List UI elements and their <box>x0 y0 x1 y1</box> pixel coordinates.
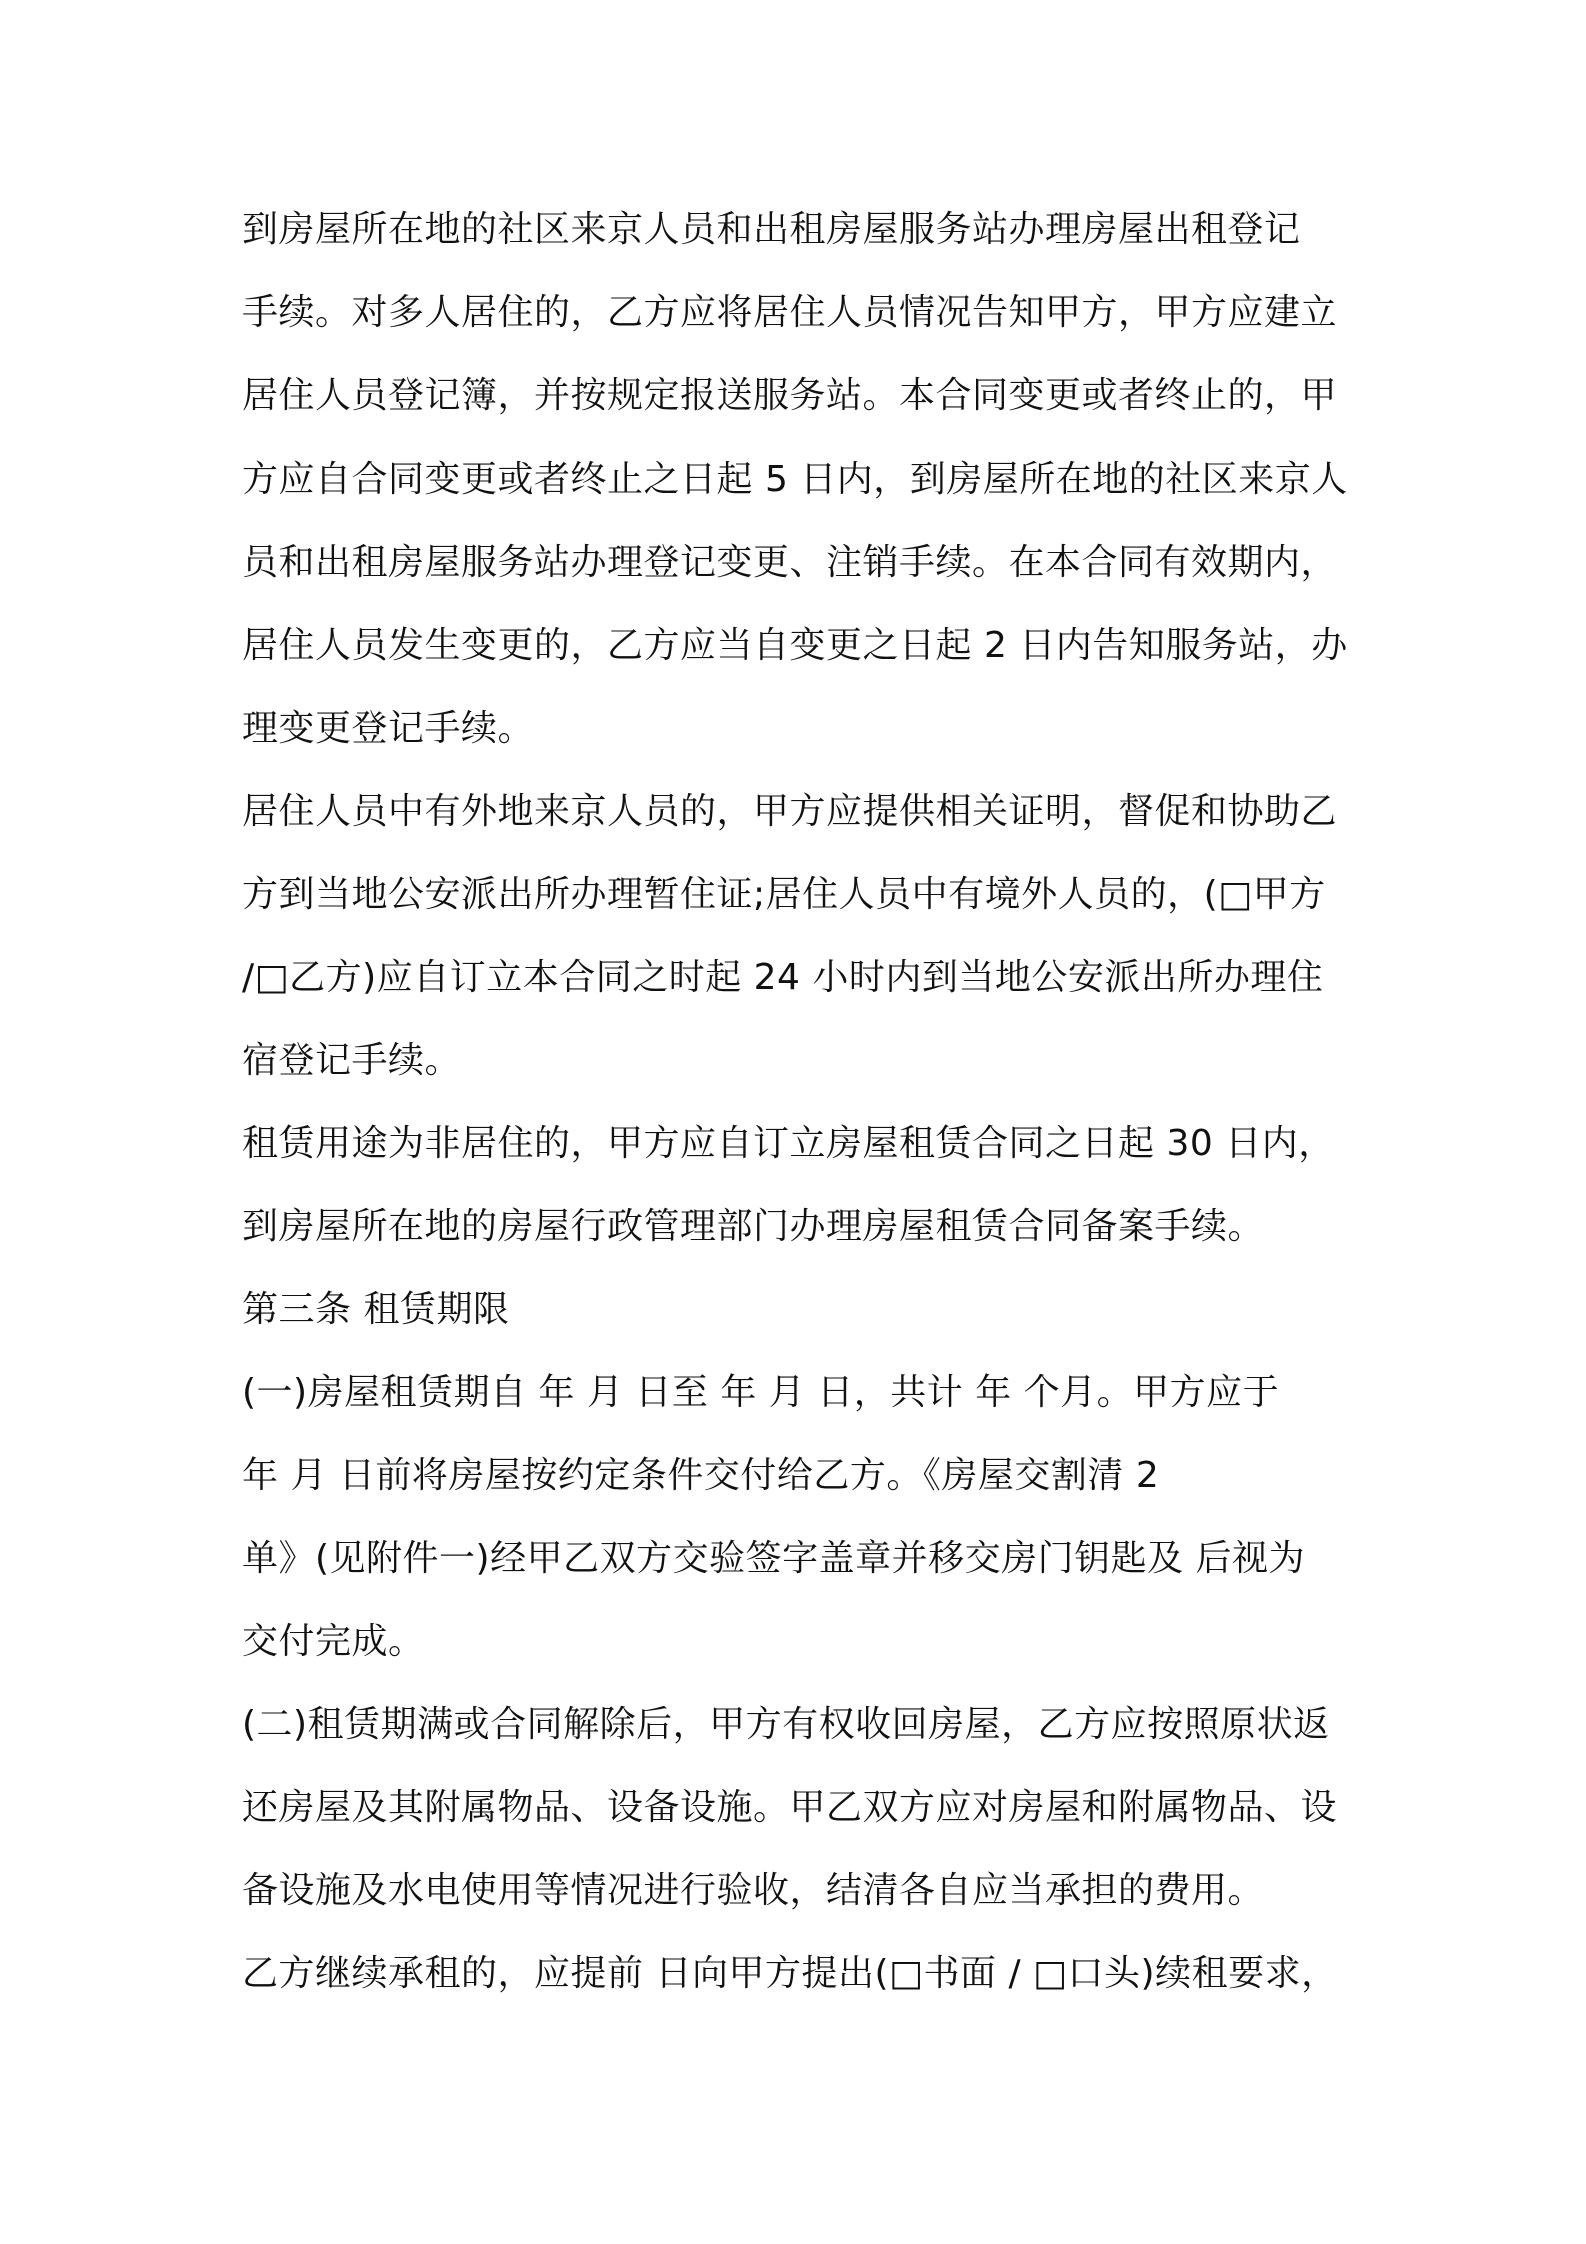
text-line: 到房屋所在地的社区来京人员和出租房屋服务站办理房屋出租登记 <box>242 209 1301 250</box>
text-line: 方应自合同变更或者终止之日起 5 日内，到房屋所在地的社区来京人 <box>242 459 1348 500</box>
text-line: (二)租赁期满或合同解除后，甲方有权收回房屋，乙方应按照原状返 <box>242 1704 1330 1745</box>
text-line: 单》(见附件一)经甲乙双方交验签字盖章并移交房门钥匙及 后视为 <box>242 1538 1306 1579</box>
text-line: 手续。对多人居住的，乙方应将居住人员情况告知甲方，甲方应建立 <box>242 292 1338 333</box>
text-line: 年 月 日前将房屋按约定条件交付给乙方。《房屋交割清 2 <box>242 1455 1160 1496</box>
text-line: 居住人员登记簿，并按规定报送服务站。本合同变更或者终止的，甲 <box>242 375 1338 416</box>
text-line: 还房屋及其附属物品、设备设施。甲乙双方应对房屋和附属物品、设 <box>242 1787 1338 1828</box>
section-heading: 第三条 租赁期限 <box>242 1289 510 1330</box>
text-line: 居住人员中有外地来京人员的，甲方应提供相关证明，督促和协助乙 <box>242 791 1338 832</box>
text-line: /□乙方)应自订立本合同之时起 24 小时内到当地公安派出所办理住 <box>242 957 1324 998</box>
text-line: 方到当地公安派出所办理暂住证;居住人员中有境外人员的，(□甲方 <box>242 874 1326 915</box>
text-line: 交付完成。 <box>242 1621 425 1662</box>
text-line: 理变更登记手续。 <box>242 708 535 749</box>
text-line: (一)房屋租赁期自 年 月 日至 年 月 日，共计 年 个月。甲方应于 <box>242 1372 1280 1413</box>
text-line: 居住人员发生变更的，乙方应当自变更之日起 2 日内告知服务站，办 <box>242 625 1348 666</box>
text-line: 租赁用途为非居住的，甲方应自订立房屋租赁合同之日起 30 日内， <box>242 1123 1335 1164</box>
text-line: 员和出租房屋服务站办理登记变更、注销手续。在本合同有效期内， <box>242 542 1338 583</box>
text-line: 宿登记手续。 <box>242 1040 462 1081</box>
text-line: 到房屋所在地的房屋行政管理部门办理房屋租赁合同备案手续。 <box>242 1206 1265 1247</box>
text-line: 乙方继续承租的，应提前 日向甲方提出(□书面 / □口头)续租要求， <box>242 1953 1338 1994</box>
text-line: 备设施及水电使用等情况进行验收，结清各自应当承担的费用。 <box>242 1870 1265 1911</box>
